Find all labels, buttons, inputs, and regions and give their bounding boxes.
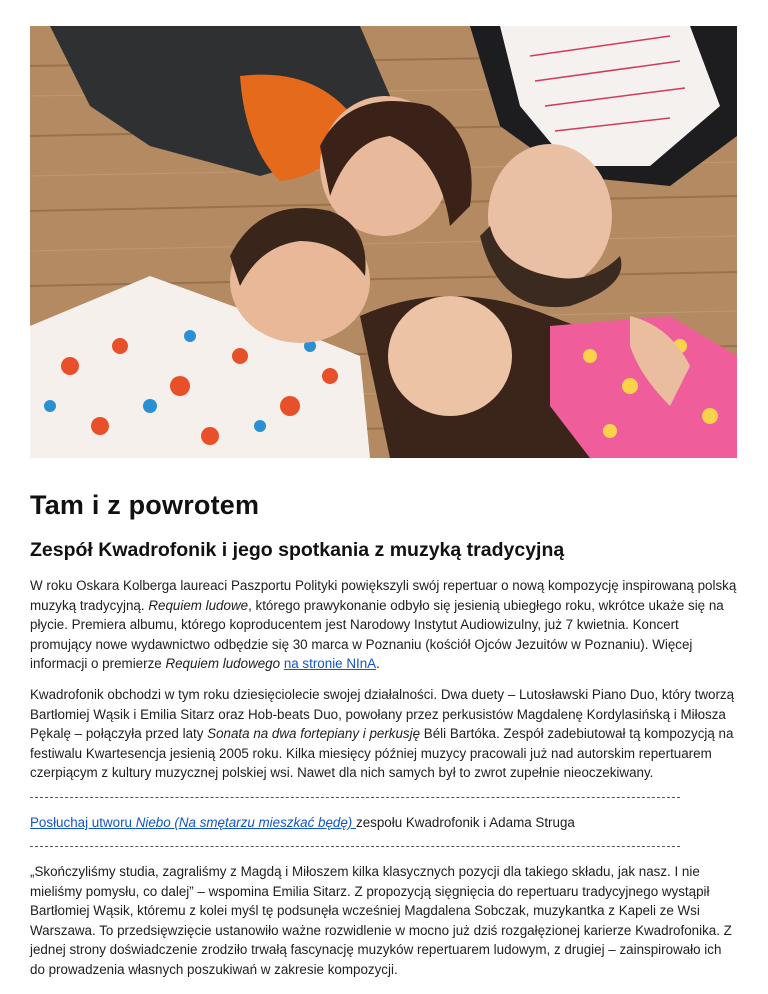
listen-link[interactable]: Posłuchaj utworu: [30, 814, 136, 830]
paragraph-history: [30, 685, 740, 783]
text-run: Béli Bartóka. Zespół zadebiutował tą kompozycją na festiwalu Kwartesencja jesienią 2005 roku. Kilka miesięcy później muzycy pracowali już nad autorskim repertuarem czerpiącym z kultury muzycznej polskiej wsi. Nawet dla nich samych był to zwrot zupełnie nieoczekiwany.: [30, 726, 734, 781]
listen-text: zespołu Kwadrofonik i Adama Struga: [356, 814, 575, 830]
text-run: .: [376, 656, 380, 672]
text-run: , którego prawykonanie odbyło się jesienią ubiegłego roku, wkrótce ukaże się na płycie. Premiera albumu, którego koproducentem jest Narodowy Instytut Audiowizulny, już 7 kwietnia. Koncert promujący nowe wydawnictwo odbędzie się 30 marca w Poznaniu (kościół Ojców Jezuitów w Poznaniu). Więcej informacji o premierze: [30, 597, 724, 672]
text-run: Kwadrofonik obchodzi w tym roku dziesięciolecie swojej działalności. Dwa duety – Lutosławski Piano Duo, który tworzą Bartłomiej Wąsik i Emilia Sitarz oraz Hob-beats Duo, powołany przez perkusistów Magdalenę Kordylasińską i Miłosza Pękalę – połączyła przed laty: [30, 686, 735, 742]
listen-line: [30, 813, 740, 832]
band-photo-illustration: [30, 26, 737, 458]
italic-title: Requiem ludowego: [165, 656, 281, 672]
song-link[interactable]: Niebo (Na smętarzu mieszkać będę): [135, 814, 356, 830]
paragraph-quote: „Skończyliśmy studia, zagraliśmy z Magdą i Miłoszem kilka klasycznych pozycji dla takiego składu, jak nasz. I nie mieliśmy pomysłu, co dalej” – wspomina Emilia Sitarz. Z propozycją sięgnięcia do repertuaru tradycyjnego wystąpił Bartłomiej Wąsik, któremu z kolei myśl tę podsunęła wcześniej Magdalena Sobczak, muzykantka z Kapeli ze Wsi Warszawa. To przedsięwzięcie ustanowiło ważne rozwidlenie w mocno już dziś rozgałęzionej karierze Kwadrofonika. Z jednej strony doświadczenie zrodziło trwałą fascynację muzyków repertuarem ludowym, z drugiej – zainspirowało ich do prowadzenia własnych poszukiwań w zakresie kompozycji.: [30, 863, 732, 977]
dashed-divider: [30, 846, 680, 848]
dashed-divider: [30, 797, 680, 799]
text-run: W roku Oskara Kolberga laureaci Paszportu Polityki powiększyli swój repertuar o nową kompozycję inspirowaną polską muzyką tradycyjną.: [30, 578, 737, 613]
italic-title: Sonata na dwa fortepiany i perkusję: [207, 726, 421, 742]
article: [30, 490, 740, 980]
band-photo: [30, 26, 737, 458]
paragraph-intro: [30, 576, 740, 674]
article-title: Tam i z powrotem: [30, 490, 260, 520]
italic-title: Requiem ludowe: [148, 597, 249, 613]
article-subtitle: Zespół Kwadrofonik i jego spotkania z muzyką tradycyjną: [30, 539, 565, 561]
nina-link[interactable]: na stronie NInA: [283, 656, 377, 672]
